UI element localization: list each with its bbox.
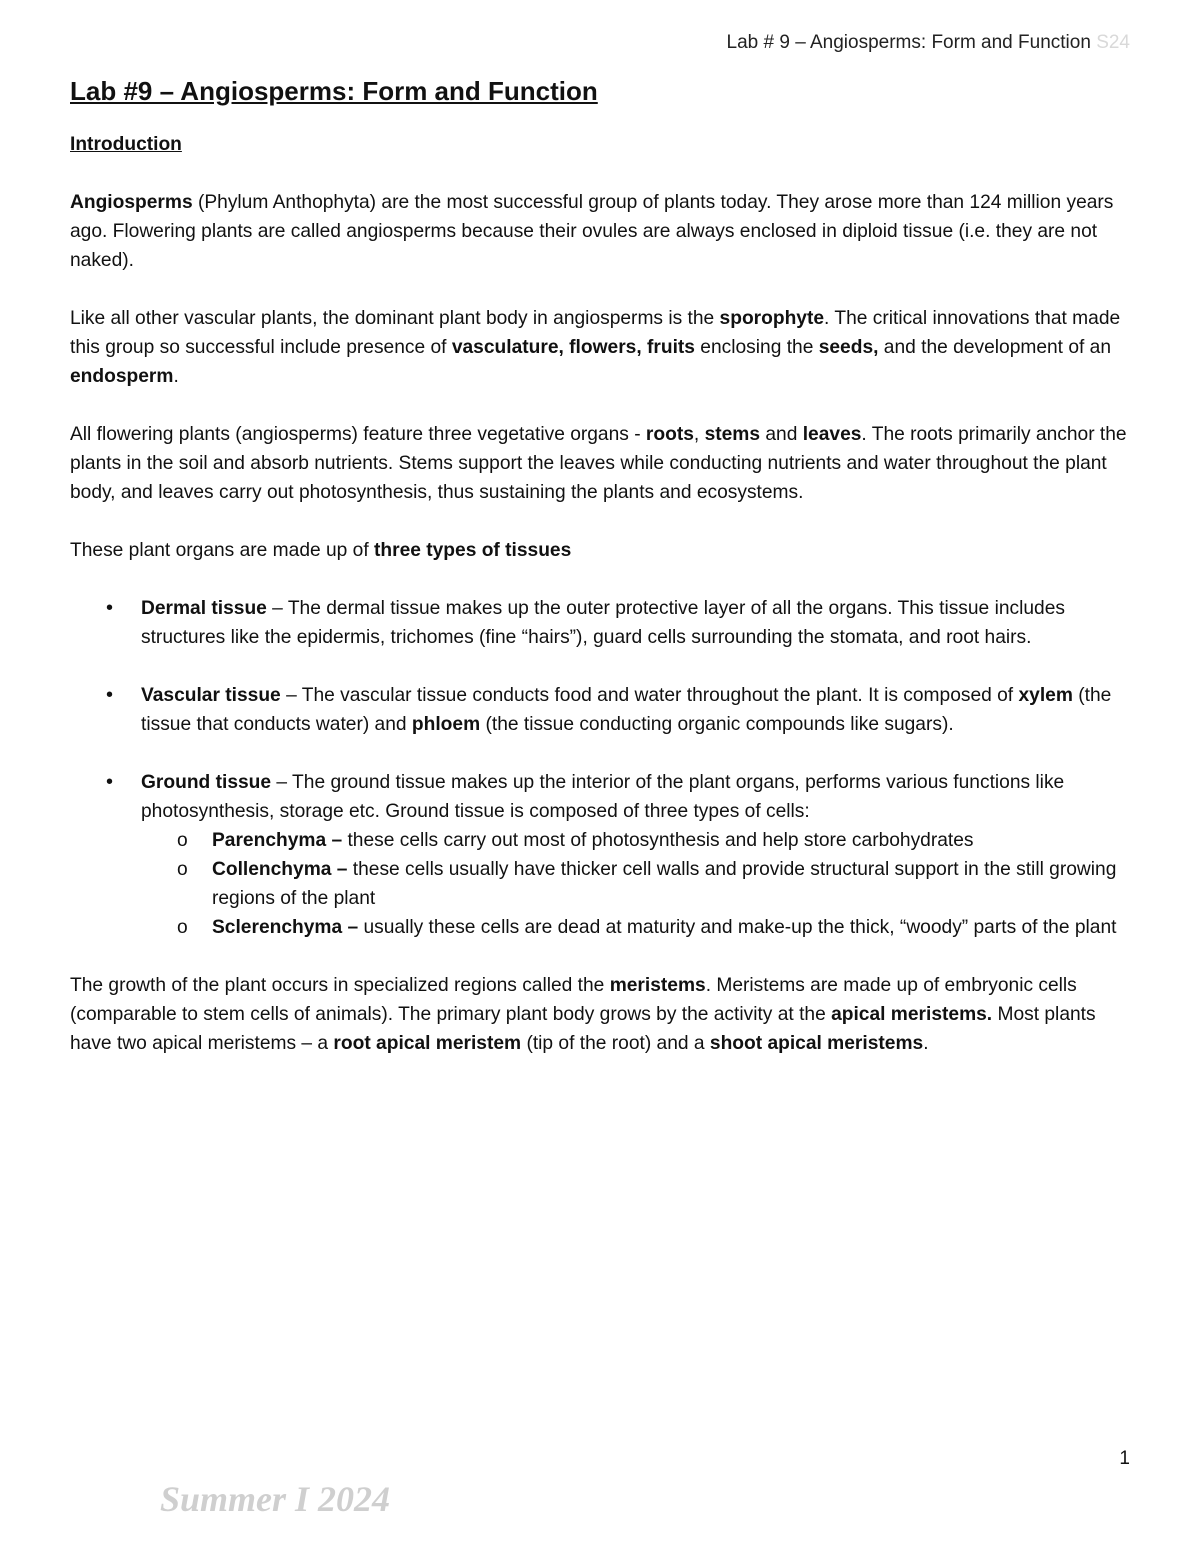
bullet-icon: • [106, 771, 114, 793]
bullet-icon: • [106, 597, 114, 619]
term-ground-tissue: Ground tissue [141, 772, 272, 793]
cell-type-list [141, 826, 1132, 942]
list-item-parenchyma: o Parenchyma – these cells carry out most of photosynthesis and help store carbohydrates [141, 826, 1132, 855]
circle-bullet-icon: o [177, 917, 188, 938]
term-endosperm: endosperm [70, 366, 174, 387]
term-shoot-apical-meristems: shoot apical meristems [709, 1033, 924, 1054]
list-item-ground-tissue: • Ground tissue – The ground tissue makes up the interior of the plant organs, performs various functions like photosynthesis, storage etc. Ground tissue is composed of three types of cells: o Parenchyma – these cells carry out most of photosynthesis and help store carbohydrates o Collenchyma – these cells usually have thicker cell walls and provide structural support in the still growing regions of the plant o Sclerenchyma – usually these cells are dead at maturity and make-up the thick, “woody” parts of the plant [70, 768, 1132, 942]
page-title: Lab #9 – Angiosperms: Form and Function [70, 76, 598, 106]
term-xylem: xylem [1018, 685, 1073, 706]
circle-bullet-icon: o [177, 830, 188, 851]
term-roots: roots [645, 424, 694, 445]
running-header [727, 32, 1130, 54]
header-title: Lab # 9 – Angiosperms: Form and Function [726, 32, 1091, 53]
term-root-apical-meristem: root apical meristem [333, 1033, 522, 1054]
watermark-text: Summer I 2024 [160, 1479, 391, 1519]
term-apical-meristems: apical meristems. [831, 1004, 993, 1025]
paragraph-sporophyte: Like all other vascular plants, the dominant plant body in angiosperms is the sporophyte. The critical innovations that made this group so successful include presence of vasculature, flowers, fruits enclosing the seeds, and the development of an endosperm. [70, 308, 1121, 387]
term-stems: stems [704, 424, 761, 445]
document-body [70, 72, 1132, 1087]
paragraph-meristems: The growth of the plant occurs in specialized regions called the meristems. Meristems are made up of embryonic cells (comparable to stem cells of animals). The primary plant body grows by the activity at the apical meristems. Most plants have two apical meristems – a root apical meristem (tip of the root) and a shoot apical meristems. [70, 975, 1096, 1054]
term-dermal-tissue: Dermal tissue [141, 598, 267, 619]
paragraph-vegetative-organs: All flowering plants (angiosperms) feature three vegetative organs - roots, stems and leaves. The roots primarily anchor the plants in the soil and absorb nutrients. Stems support the leaves while conducting nutrients and water throughout the plant body, and leaves carry out photosynthesis, thus sustaining the plants and ecosystems. [70, 424, 1127, 503]
term-meristems: meristems [609, 975, 706, 996]
paragraph-angiosperms: Angiosperms (Phylum Anthophyta) are the most successful group of plants today. They arose more than 124 million years ago. Flowering plants are called angiosperms because their ovules are always enclosed in diploid tissue (i.e. they are not naked). [70, 192, 1114, 271]
paragraph-tissue-intro: These plant organs are made up of three types of tissues [70, 540, 572, 561]
list-item-dermal-tissue: • Dermal tissue – The dermal tissue makes up the outer protective layer of all the organs. This tissue includes structures like the epidermis, trichomes (fine “hairs”), guard cells surrounding the stomata, and root hairs. [70, 594, 1132, 652]
header-semester-code: S24 [1096, 32, 1130, 53]
term-sclerenchyma: Sclerenchyma – [212, 917, 359, 938]
section-heading-introduction: Introduction [70, 134, 182, 155]
bullet-icon: • [106, 684, 114, 706]
term-parenchyma: Parenchyma – [212, 830, 343, 851]
list-item-collenchyma: o Collenchyma – these cells usually have thicker cell walls and provide structural support in the still growing regions of the plant [141, 855, 1132, 913]
term-collenchyma: Collenchyma – [212, 859, 348, 880]
term-vascular-tissue: Vascular tissue [141, 685, 281, 706]
page-number: 1 [1119, 1448, 1130, 1469]
term-leaves: leaves [802, 424, 862, 445]
term-three-types-of-tissues: three types of tissues [374, 540, 572, 561]
term-seeds: seeds, [818, 337, 879, 358]
list-item-vascular-tissue: • Vascular tissue – The vascular tissue conducts food and water throughout the plant. It is composed of xylem (the tissue that conducts water) and phloem (the tissue conducting organic compounds like sugars). [70, 681, 1132, 739]
circle-bullet-icon: o [177, 859, 188, 880]
term-phloem: phloem [411, 714, 481, 735]
term-innovations: vasculature, flowers, fruits [451, 337, 695, 358]
term-angiosperms: Angiosperms [70, 192, 193, 213]
list-item-sclerenchyma: o Sclerenchyma – usually these cells are dead at maturity and make-up the thick, “woody” parts of the plant [141, 913, 1132, 942]
tissue-list [70, 594, 1132, 942]
term-sporophyte: sporophyte [719, 308, 825, 329]
